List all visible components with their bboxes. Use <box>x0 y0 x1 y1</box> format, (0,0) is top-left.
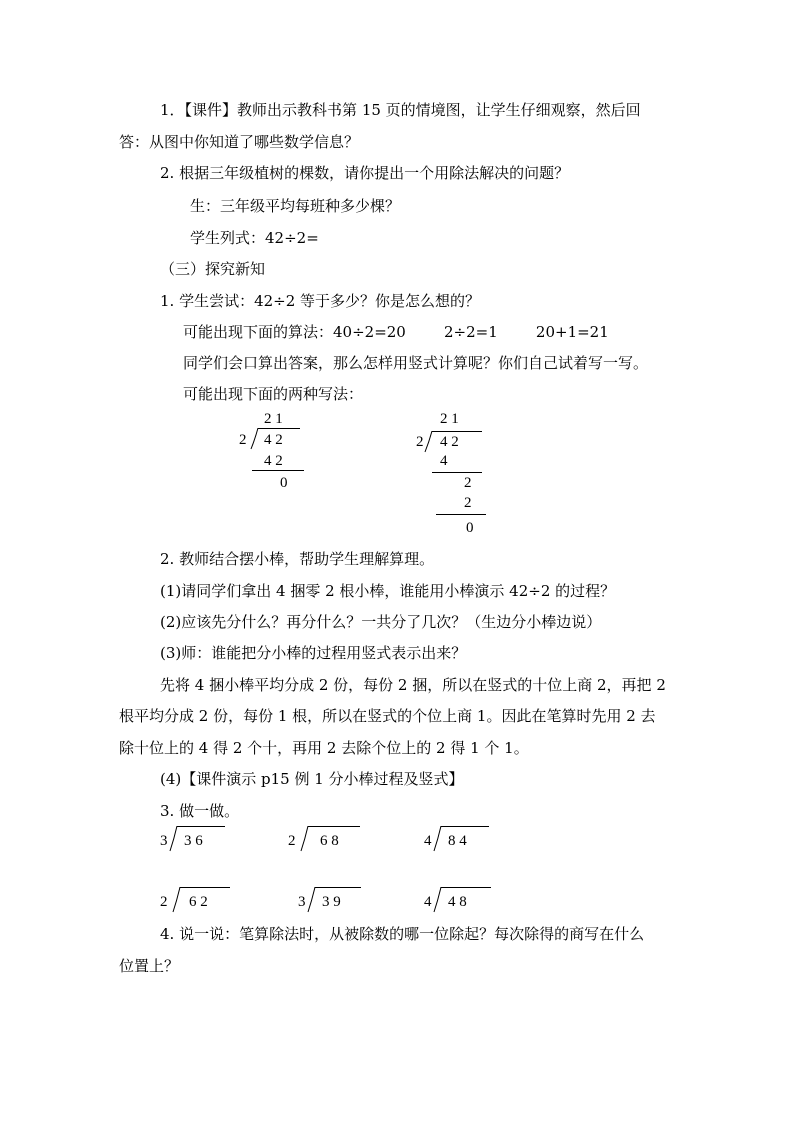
dividend: 3 6 <box>184 833 203 849</box>
subtract-line <box>432 472 482 473</box>
divisor: 2 <box>239 432 247 448</box>
division-bar <box>315 887 361 888</box>
student-answer-line: 生：三年级平均每班种多少棵？ <box>190 197 401 215</box>
division-bar <box>432 431 482 432</box>
paragraph-line: (4)【课件演示 p15 例 1 分小棒过程及竖式】 <box>160 770 464 788</box>
division-bracket <box>433 887 443 913</box>
divisor: 2 <box>160 894 168 910</box>
divisor: 2 <box>416 434 424 450</box>
division-bracket <box>169 826 179 852</box>
paragraph-line: 3. 做一做。 <box>160 802 240 820</box>
division-bracket <box>172 887 182 913</box>
subtract-line <box>436 514 486 515</box>
paragraph-line: 可能出现下面的算法：40÷2=20 2÷2=1 20+1=21 <box>183 323 609 341</box>
remainder: 0 <box>466 520 474 536</box>
paragraph-line: 答：从图中你知道了哪些数学信息？ <box>119 133 360 151</box>
dividend: 4 2 <box>264 432 283 448</box>
student-equation-line: 学生列式：42÷2= <box>190 229 319 247</box>
remainder: 0 <box>280 475 288 491</box>
step-dividend-2: 2 <box>464 475 472 491</box>
divisor: 3 <box>298 894 306 910</box>
paragraph-line: (3)师：谁能把分小棒的过程用竖式表示出来？ <box>160 644 467 662</box>
divisor: 4 <box>424 833 432 849</box>
dividend: 6 2 <box>189 894 208 910</box>
division-bar <box>441 826 489 827</box>
product: 4 2 <box>264 453 283 469</box>
paragraph-line: 位置上？ <box>119 957 180 975</box>
division-bracket <box>300 826 310 852</box>
division-bar <box>177 826 225 827</box>
step-product-1: 4 <box>440 453 448 469</box>
divisor: 4 <box>424 894 432 910</box>
divisor: 2 <box>288 833 296 849</box>
paragraph-line: 4. 说一说：笔算除法时，从被除数的哪一位除起？每次除得的商写在什么 <box>160 925 645 943</box>
dividend: 6 8 <box>320 833 339 849</box>
question-2-line: 2. 根据三年级植树的棵数，请你提出一个用除法解决的问题？ <box>160 164 570 182</box>
dividend: 3 9 <box>322 894 341 910</box>
subtract-line <box>252 470 304 471</box>
paragraph-line: 2. 教师结合摆小棒，帮助学生理解算理。 <box>160 550 435 568</box>
dividend: 4 2 <box>440 434 459 450</box>
paragraph-line: (2)应该先分什么？再分什么？一共分了几次？（生边分小棒边说） <box>160 613 602 631</box>
step-product-2: 2 <box>464 495 472 511</box>
division-bar <box>308 826 360 827</box>
division-bar <box>180 887 230 888</box>
division-bracket <box>250 428 260 450</box>
division-bracket <box>424 431 434 453</box>
paragraph-line: 同学们会口算出答案，那么怎样用竖式计算呢？你们自己试着写一写。 <box>183 354 649 372</box>
paragraph-line: (1)请同学们拿出 4 捆零 2 根小棒，谁能用小棒演示 42÷2 的过程？ <box>160 582 616 600</box>
section-heading: （三）探究新知 <box>160 260 266 278</box>
paragraph-line: 除十位上的 4 得 2 个十，再用 2 去除个位上的 2 得 1 个 1。 <box>119 739 529 757</box>
division-bracket <box>433 826 443 852</box>
division-bar <box>258 428 300 429</box>
paragraph-line: 1. 学生尝试：42÷2 等于多少？你是怎么想的？ <box>160 292 481 310</box>
paragraph-line: 1．【课件】教师出示教科书第 15 页的情境图，让学生仔细观察，然后回 <box>160 101 641 119</box>
dividend: 8 4 <box>448 833 467 849</box>
quotient: 2 1 <box>440 411 459 427</box>
paragraph-line: 根平均分成 2 份，每份 1 根，所以在竖式的个位上商 1。因此在笔算时先用 2 去 <box>119 707 656 725</box>
division-bar <box>441 887 491 888</box>
quotient: 2 1 <box>264 411 283 427</box>
paragraph-line: 可能出现下面的两种写法： <box>183 385 364 403</box>
division-bracket <box>307 887 317 913</box>
paragraph-line: 先将 4 捆小棒平均分成 2 份，每份 2 捆，所以在竖式的十位上商 2，再把 2 <box>160 676 666 694</box>
dividend: 4 8 <box>448 894 467 910</box>
divisor: 3 <box>160 833 168 849</box>
